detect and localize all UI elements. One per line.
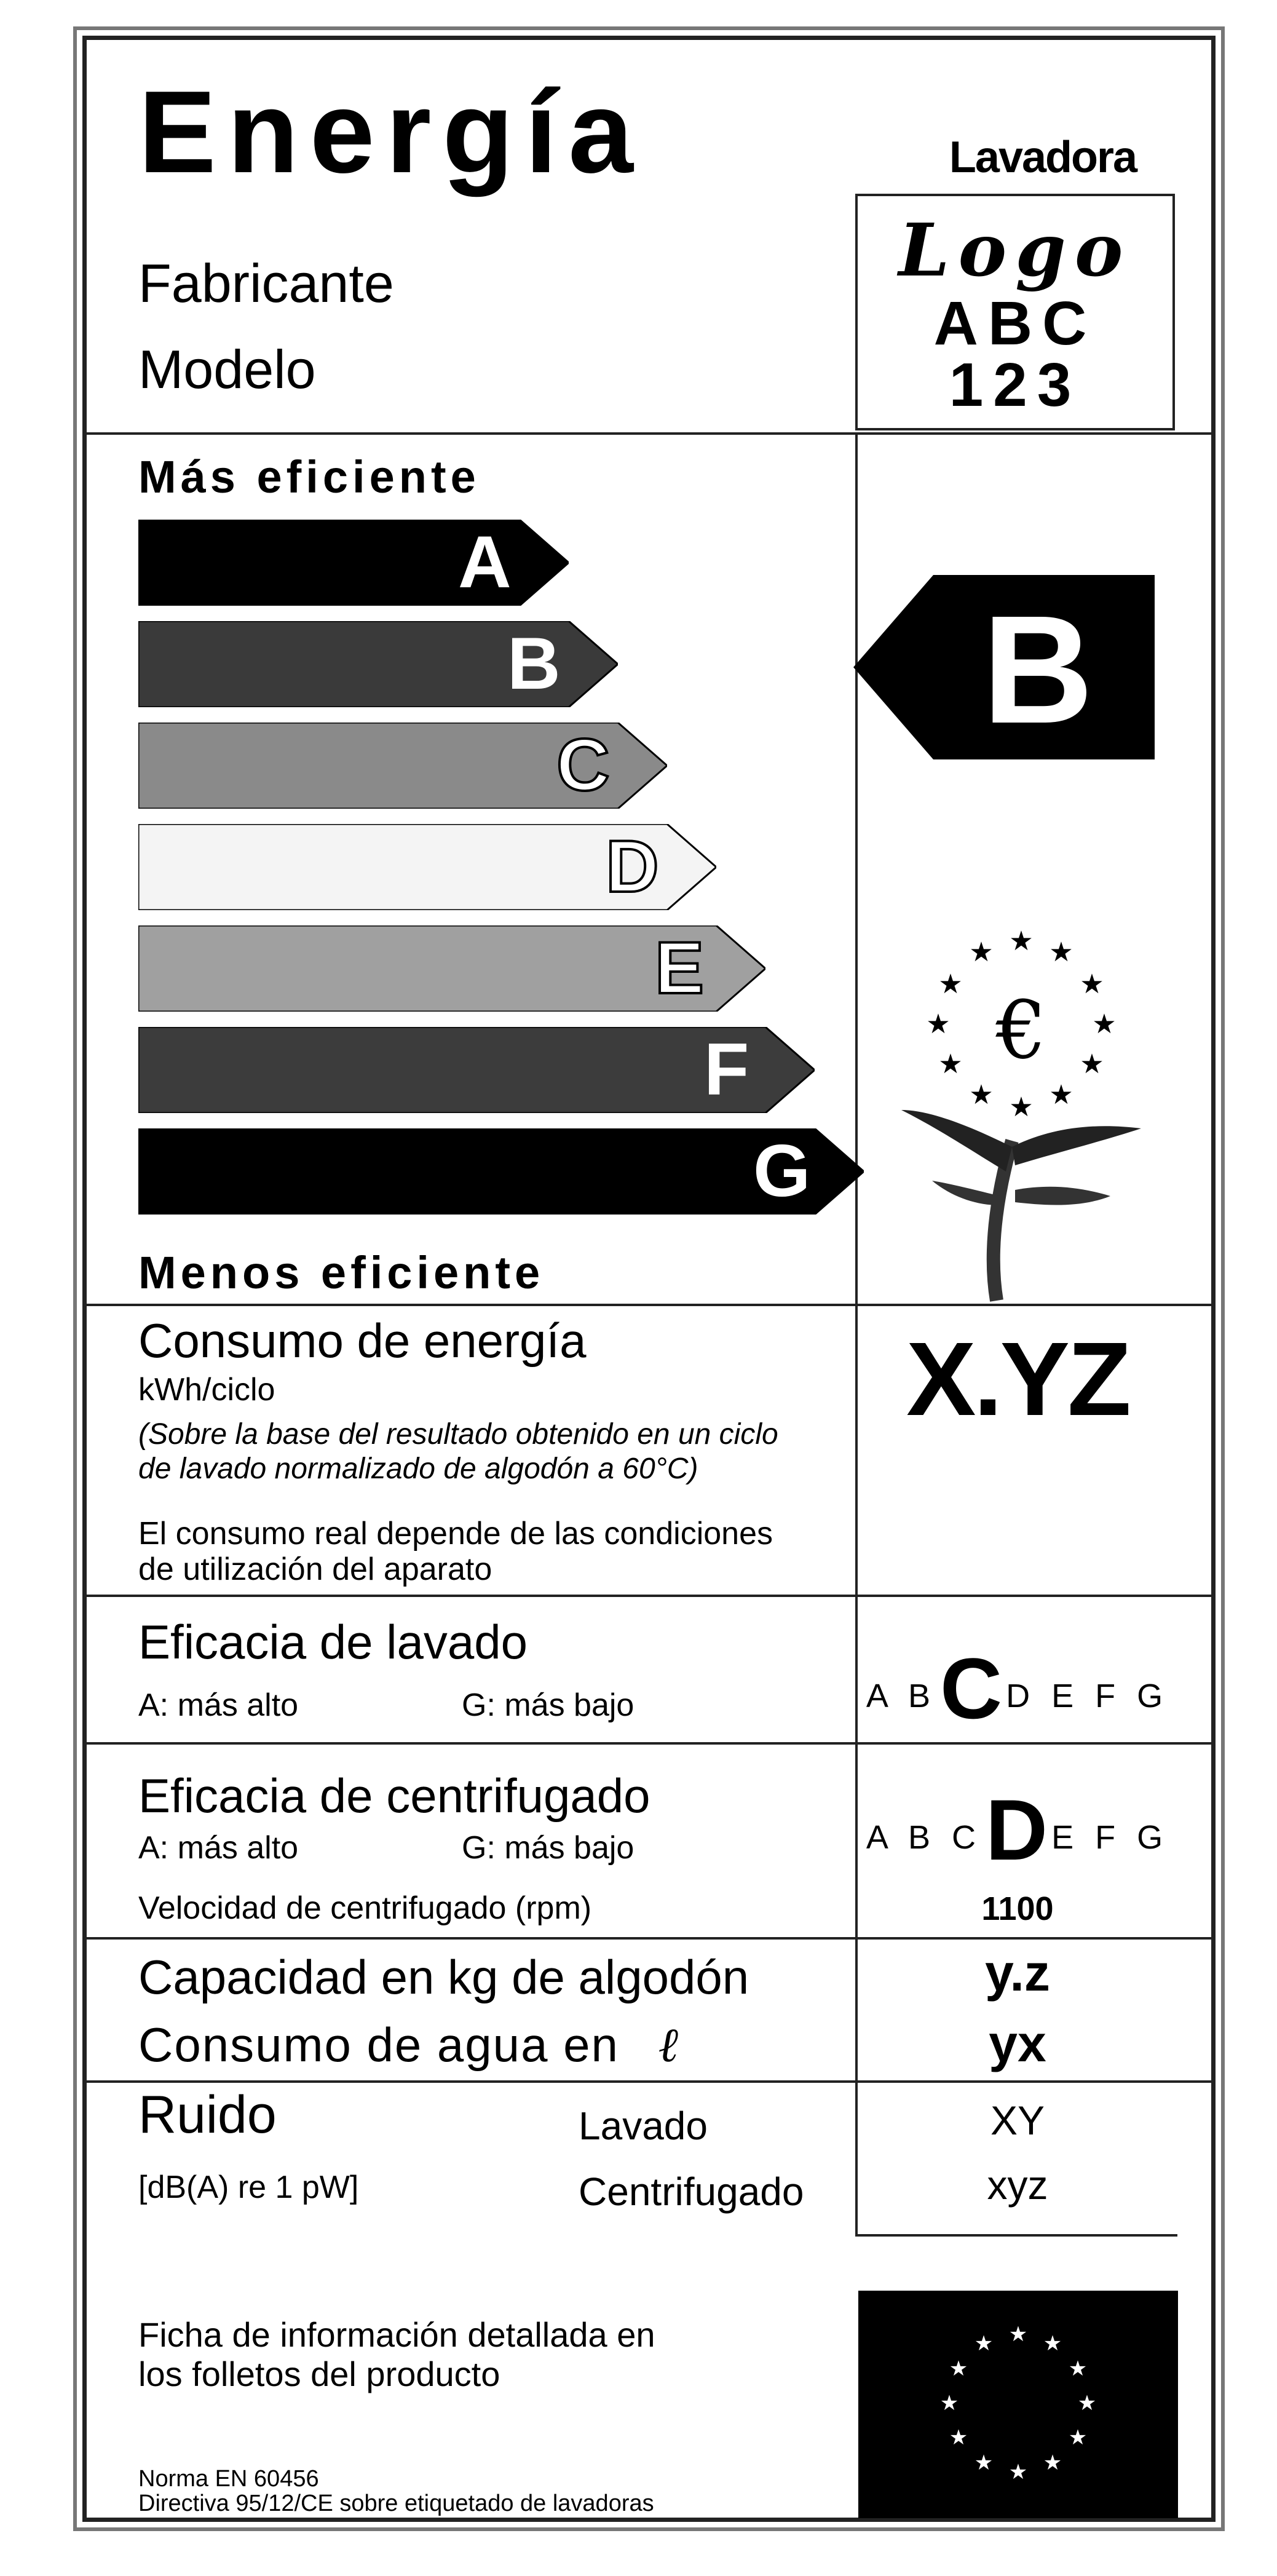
noise-title: Ruido (138, 2085, 277, 2144)
efficiency-class-letter: B (507, 622, 561, 705)
svg-text:★: ★ (1049, 1079, 1073, 1111)
svg-text:★: ★ (1009, 1092, 1034, 1123)
svg-text:★: ★ (926, 1009, 951, 1040)
divider (87, 1595, 1211, 1597)
spin-class: D (985, 1781, 1048, 1878)
water-unit: ℓ (658, 2018, 680, 2073)
svg-text:★: ★ (938, 969, 963, 1000)
divider (87, 2080, 1211, 2083)
washing-scale-before: A B (866, 1678, 936, 1714)
spin-scale (858, 1780, 1177, 1880)
noise-spin-value: xyz (987, 2162, 1048, 2208)
efficiency-class-letter: A (458, 521, 512, 603)
energy-title: Consumo de energía (138, 1314, 587, 1368)
svg-text:★: ★ (939, 2391, 959, 2415)
washing-scale-after: D E F G (1006, 1678, 1169, 1714)
spin-speed-value: 1100 (981, 1890, 1054, 1927)
svg-text:€: € (995, 983, 1047, 1077)
efficiency-class-f (138, 1027, 815, 1113)
divider (87, 432, 1211, 435)
logo-line-123: 123 (949, 351, 1081, 419)
divider (87, 1937, 1211, 1940)
efficiency-class-g (138, 1128, 864, 1215)
washing-title: Eficacia de lavado (138, 1615, 528, 1669)
model-label: Modelo (138, 339, 316, 400)
svg-text:★: ★ (974, 2331, 994, 2356)
divider (87, 1304, 1211, 1306)
svg-text:★: ★ (969, 1079, 994, 1111)
energy-label (82, 36, 1216, 2522)
rating-letter: B (982, 584, 1094, 755)
spin-high: A: más alto (138, 1830, 299, 1866)
less-efficient-label: Menos eficiente (138, 1247, 545, 1298)
washing-low: G: más bajo (462, 1687, 635, 1723)
eu-flag-icon (858, 2291, 1178, 2518)
info-line-1: Ficha de información detallada en (138, 2315, 655, 2354)
spin-scale-after: E F G (1051, 1819, 1169, 1856)
svg-text:★: ★ (1009, 925, 1034, 957)
divider (855, 2234, 1177, 2237)
svg-text:★: ★ (1008, 2322, 1028, 2347)
noise-unit: [dB(A) re 1 pW] (138, 2170, 359, 2205)
svg-text:★: ★ (949, 2356, 968, 2381)
efficiency-class-letter: F (704, 1028, 749, 1111)
energy-unit: kWh/ciclo (138, 1372, 275, 1408)
svg-text:★: ★ (1092, 1009, 1117, 1040)
spin-scale-before: A B C (866, 1819, 982, 1856)
divider (87, 1742, 1211, 1745)
efficiency-class-letter: E (655, 927, 705, 1009)
washing-scale (858, 1639, 1177, 1738)
spin-speed-label: Velocidad de centrifugado (rpm) (138, 1890, 592, 1926)
capacity-value: y.z (985, 1944, 1050, 2002)
noise-washing-label: Lavado (579, 2104, 708, 2148)
svg-text:★: ★ (938, 1048, 963, 1080)
svg-text:★: ★ (949, 2425, 968, 2450)
svg-text:★: ★ (1080, 1048, 1104, 1080)
svg-text:★: ★ (974, 2451, 994, 2475)
noise-spin-label: Centrifugado (579, 2170, 804, 2214)
svg-text:★: ★ (1043, 2331, 1062, 2356)
efficiency-class-a (138, 520, 569, 606)
spin-title: Eficacia de centrifugado (138, 1769, 650, 1823)
energy-note-italic-2: de lavado normalizado de algodón a 60°C) (138, 1452, 698, 1485)
capacity-label: Capacidad en kg de algodón (138, 1950, 749, 2004)
logo-line-abc: ABC (933, 289, 1097, 358)
svg-text:★: ★ (1080, 969, 1104, 1000)
logo-box (855, 194, 1175, 430)
info-line-2: los folletos del producto (138, 2355, 500, 2393)
eu-ecolabel-flower-icon (889, 925, 1153, 1307)
manufacturer-label: Fabricante (138, 253, 394, 314)
svg-text:★: ★ (1049, 937, 1073, 968)
efficiency-class-letter: G (753, 1130, 811, 1212)
appliance-type: Lavadora (949, 133, 1137, 182)
energy-value: X.YZ (906, 1321, 1129, 1438)
rating-arrow (853, 575, 1155, 759)
energy-note-2: de utilización del aparato (138, 1552, 492, 1587)
svg-text:★: ★ (969, 937, 994, 968)
more-efficient-label: Más eficiente (138, 451, 480, 502)
norm-text: Norma EN 60456 (138, 2466, 319, 2492)
water-value: yx (989, 2015, 1046, 2072)
washing-class: C (939, 1640, 1003, 1737)
washing-high: A: más alto (138, 1687, 299, 1723)
logo-word: Logo (898, 207, 1132, 293)
svg-text:★: ★ (1008, 2460, 1028, 2484)
water-label (138, 2017, 679, 2073)
directive-text: Directiva 95/12/CE sobre etiquetado de lavadoras (138, 2491, 654, 2516)
svg-text:★: ★ (1068, 2356, 1088, 2381)
energy-note-italic-1: (Sobre la base del resultado obtenido en un ciclo (138, 1418, 778, 1451)
water-label-text: Consumo de agua en (138, 2018, 619, 2072)
efficiency-class-c (138, 723, 667, 809)
efficiency-class-letter: D (606, 825, 659, 908)
label-title: Energía (138, 67, 644, 197)
efficiency-class-letter: C (556, 724, 610, 806)
svg-text:★: ★ (1077, 2391, 1097, 2415)
efficiency-class-b (138, 621, 618, 707)
noise-washing-value: XY (990, 2098, 1045, 2143)
spin-low: G: más bajo (462, 1830, 635, 1866)
energy-note-1: El consumo real depende de las condiciones (138, 1516, 773, 1552)
efficiency-class-e (138, 925, 765, 1012)
svg-text:★: ★ (1068, 2425, 1088, 2450)
svg-text:★: ★ (1043, 2451, 1062, 2475)
efficiency-class-d (138, 824, 716, 910)
column-divider (855, 432, 858, 1355)
